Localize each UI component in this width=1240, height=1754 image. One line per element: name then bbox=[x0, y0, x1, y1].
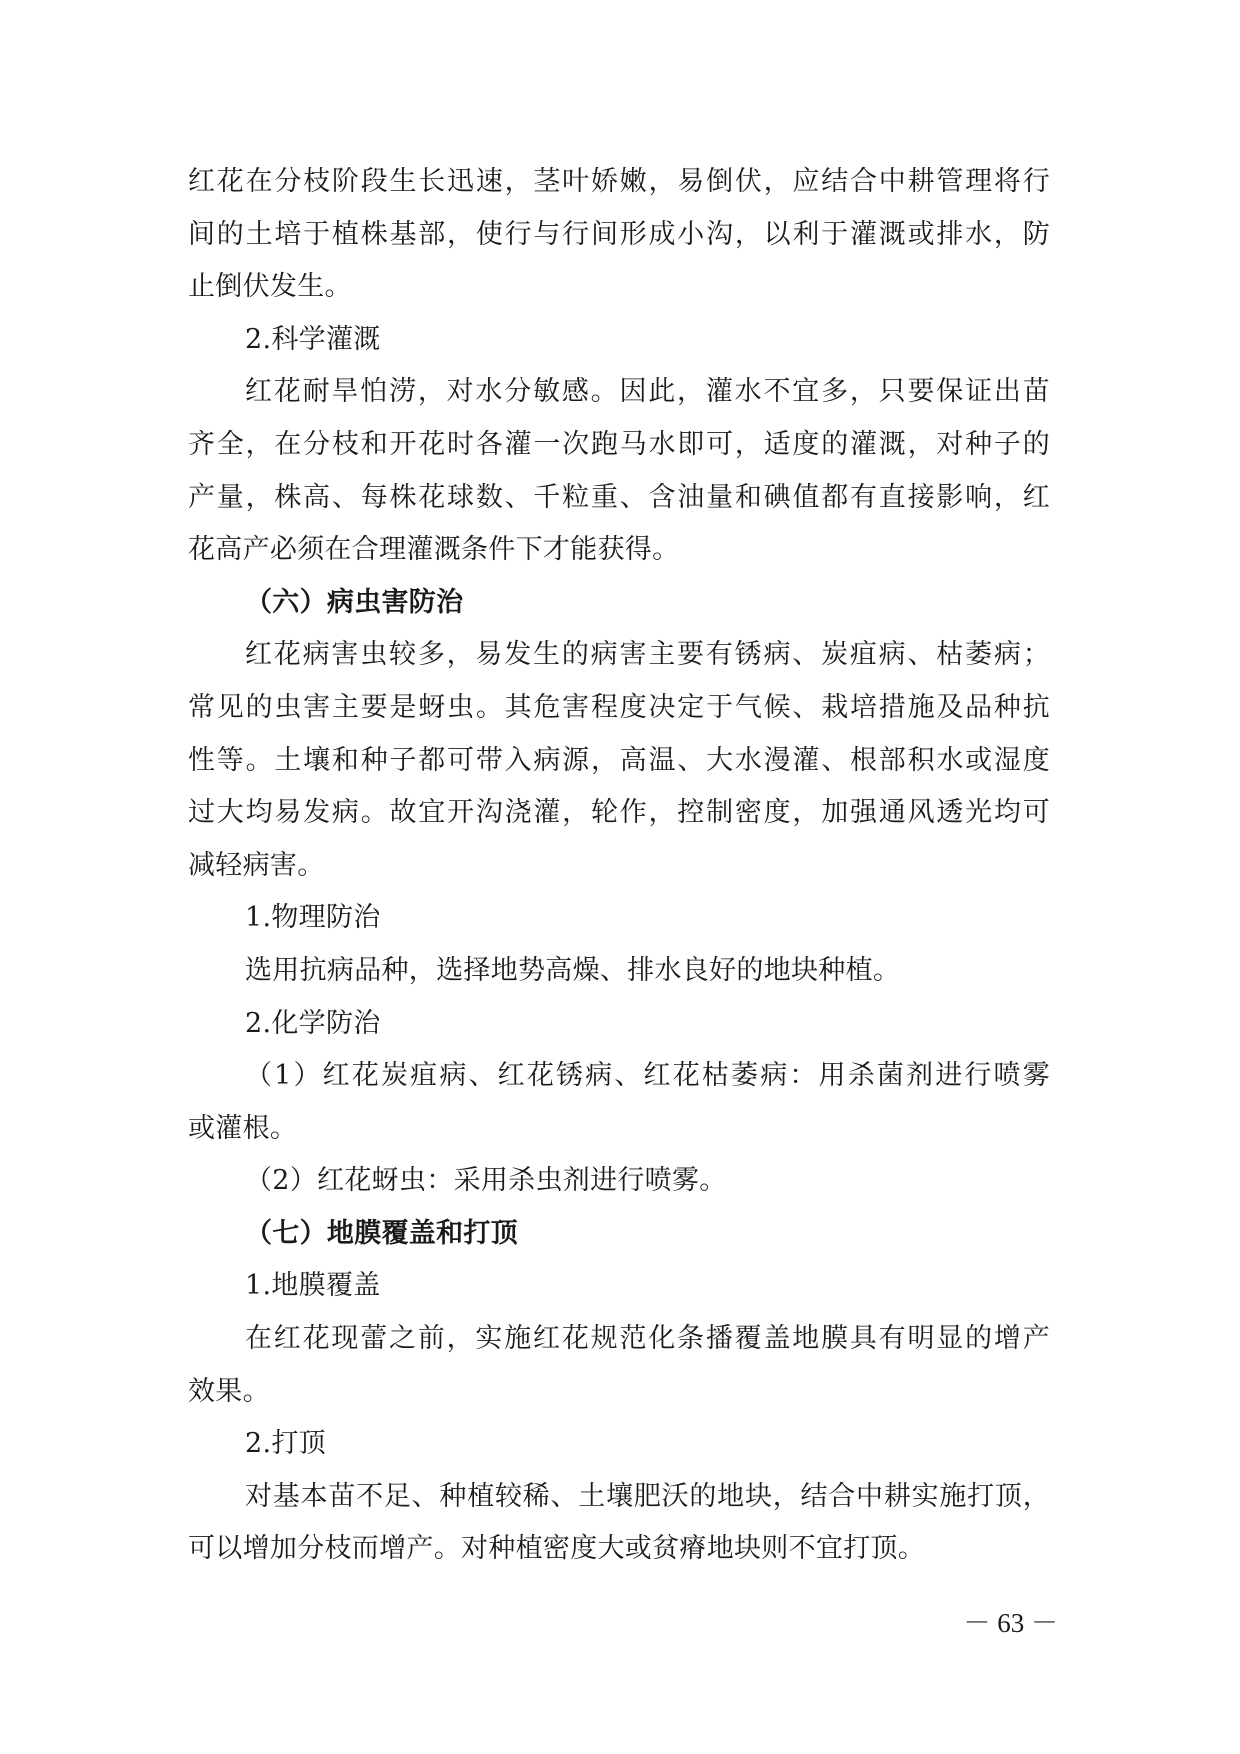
paragraph-line: （1）红花炭疽病、红花锈病、红花枯萎病：用杀菌剂进行喷雾 bbox=[245, 1060, 1050, 1092]
paragraph-line: 红花在分枝阶段生长迅速，茎叶娇嫩，易倒伏，应结合中耕管理将行 bbox=[188, 166, 1050, 197]
subsection-heading: 2.科学灌溉 bbox=[245, 323, 381, 355]
paragraph-line: 止倒伏发生。 bbox=[188, 271, 352, 303]
paragraph-line: 花高产必须在合理灌溉条件下才能获得。 bbox=[188, 534, 680, 566]
subsection-heading: 2.化学防治 bbox=[245, 1007, 381, 1039]
page-number: － 63 － bbox=[963, 1608, 1058, 1638]
paragraph-line: 过大均易发病。故宜开沟浇灌，轮作，控制密度，加强通风透光均可 bbox=[188, 797, 1050, 829]
paragraph-line: 红花耐旱怕涝，对水分敏感。因此，灌水不宜多，只要保证出苗 bbox=[245, 376, 1050, 408]
body-text bbox=[188, 156, 1050, 1576]
subsection-heading: 1.地膜覆盖 bbox=[245, 1270, 381, 1302]
paragraph-line: 间的土培于植株基部，使行与行间形成小沟，以利于灌溉或排水，防 bbox=[188, 218, 1050, 250]
paragraph-line: 常见的虫害主要是蚜虫。其危害程度决定于气候、栽培措施及品种抗 bbox=[188, 691, 1050, 723]
paragraph-line: 或灌根。 bbox=[188, 1112, 298, 1144]
paragraph-line: 减轻病害。 bbox=[188, 849, 325, 881]
paragraph-line: 红花病害虫较多，易发生的病害主要有锈病、炭疽病、枯萎病； bbox=[245, 639, 1050, 671]
paragraph-line: 对基本苗不足、种植较稀、土壤肥沃的地块，结合中耕实施打顶， bbox=[245, 1480, 1050, 1512]
paragraph-line: 在红花现蕾之前，实施红花规范化条播覆盖地膜具有明显的增产 bbox=[245, 1323, 1050, 1355]
paragraph-line: 齐全，在分枝和开花时各灌一次跑马水即可，适度的灌溉，对种子的 bbox=[188, 428, 1050, 460]
paragraph-line: 效果。 bbox=[188, 1375, 270, 1407]
paragraph-line: 可以增加分枝而增产。对种植密度大或贫瘠地块则不宜打顶。 bbox=[188, 1533, 926, 1565]
paragraph-line: 选用抗病品种，选择地势高燥、排水良好的地块种植。 bbox=[245, 954, 901, 986]
paragraph-line: 性等。土壤和种子都可带入病源，高温、大水漫灌、根部积水或湿度 bbox=[188, 744, 1050, 776]
section-heading: （七）地膜覆盖和打顶 bbox=[245, 1217, 518, 1249]
paragraph-line: （2）红花蚜虫：采用杀虫剂进行喷雾。 bbox=[245, 1165, 727, 1197]
subsection-heading: 2.打顶 bbox=[245, 1428, 326, 1460]
paragraph-line: 产量，株高、每株花球数、千粒重、含油量和碘值都有直接影响，红 bbox=[188, 481, 1050, 513]
subsection-heading: 1.物理防治 bbox=[245, 902, 381, 934]
section-heading: （六）病虫害防治 bbox=[245, 586, 464, 618]
